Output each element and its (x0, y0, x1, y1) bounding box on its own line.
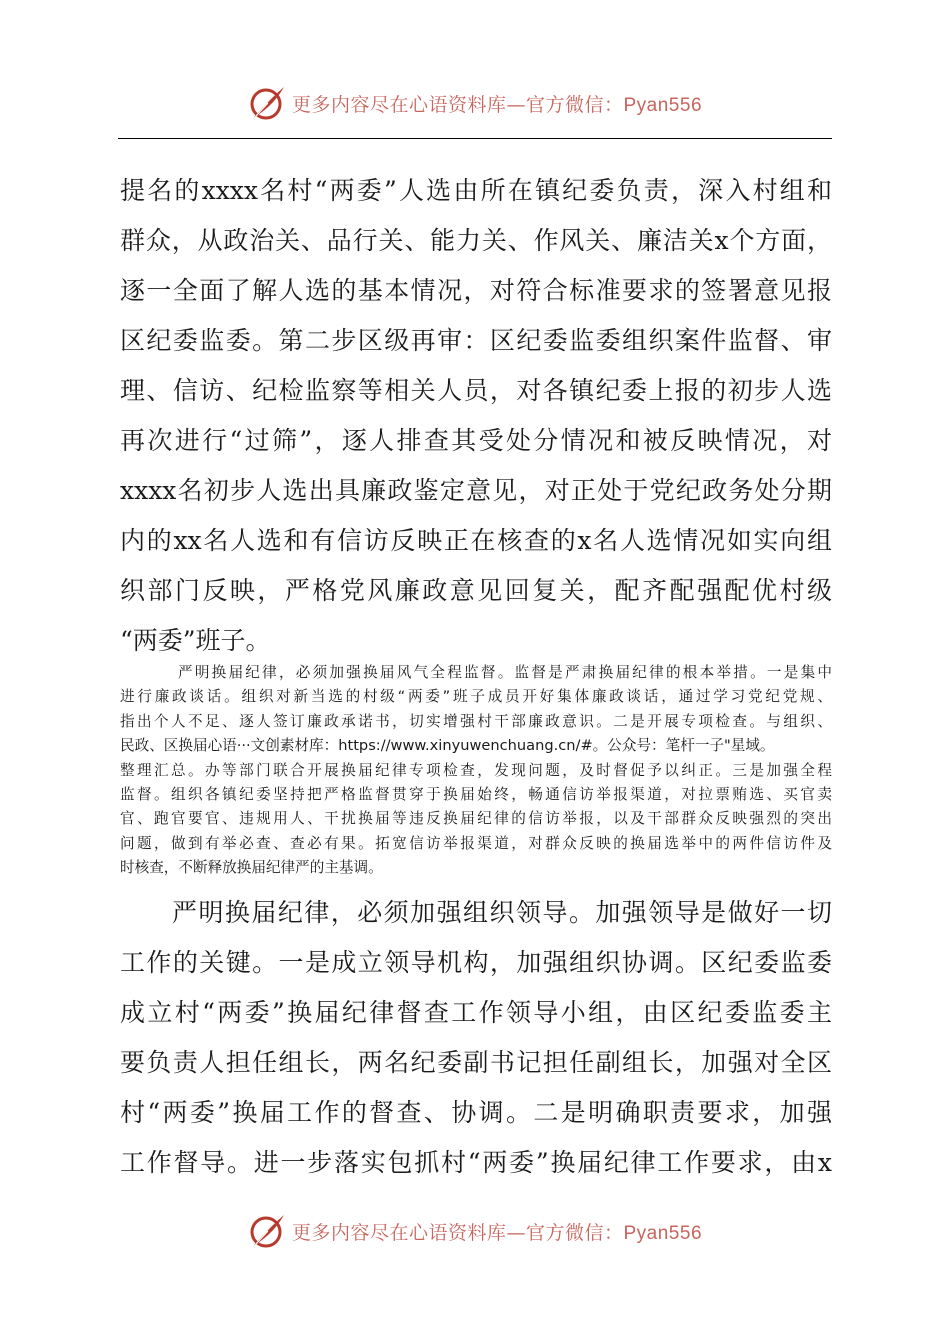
text-line: 时核查，不断释放换届纪律严的主基调。 (120, 859, 383, 877)
paragraph-leadership (120, 888, 832, 1188)
text-line: 村“两委”换届工作的督查、协调。二是明确职责要求，加强 (120, 1098, 832, 1127)
text-line: 工作的关键。一是成立领导机构，加强组织协调。区纪委监委 (120, 948, 832, 977)
text-line: 官、跑官要官、违规用人、干扰换届等违反换届纪律的信访举报，以及干部群众反映强烈的突出 (120, 810, 832, 828)
text-line: 再次进行“过筛”，逐人排查其受处分情况和被反映情况，对 (120, 426, 832, 455)
text-line: 逐一全面了解人选的基本情况，对符合标准要求的签署意见报 (120, 276, 832, 305)
text-line: 工作督导。进一步落实包抓村“两委”换届纪律工作要求，由x (120, 1148, 832, 1177)
header-divider (118, 138, 832, 139)
quill-logo-icon (248, 83, 288, 123)
text-line: 理、信访、纪检监察等相关人员，对各镇纪委上报的初步人选 (120, 376, 832, 405)
header-brand (0, 82, 950, 124)
paragraph-continuation (120, 166, 832, 666)
text-line: 要负责人担任组长，两名纪委副书记担任副组长，加强对全区 (120, 1048, 832, 1077)
text-line: 进行廉政谈话。组织对新当选的村级“两委”班子成员开好集体廉政谈话，通过学习党纪党规、 (120, 688, 832, 706)
text-line: 指出个人不足、逐人签订廉政承诺书，切实增强村干部廉政意识。二是开展专项检查。与组织、 (120, 712, 832, 730)
text-line: 民政、区换届心语···文创素材库：https://www.xinyuwenchuang.cn/#。公众号：笔杆一子"星域。 (120, 737, 775, 755)
text-line: 织部门反映，严格党风廉政意见回复关，配齐配强配优村级 (120, 576, 832, 605)
quill-logo-icon (248, 1211, 288, 1251)
text-line: 监督。组织各镇纪委坚持把严格监督贯穿于换届始终，畅通信访举报渠道，对拉票贿选、买官卖 (120, 786, 832, 804)
text-line: 严明换届纪律，必须加强组织领导。加强领导是做好一切 (172, 898, 832, 927)
brand-text: 更多内容尽在心语资料库—官方微信：Pyan556 (291, 1221, 703, 1244)
text-line: 提名的xxxx名村“两委”人选由所在镇纪委负责，深入村组和 (120, 176, 832, 205)
text-line: 内的xx名人选和有信访反映正在核查的x名人选情况如实向组 (120, 526, 832, 555)
text-line: 整理汇总。办等部门联合开展换届纪律专项检查，发现问题，及时督促予以纠正。三是加强全程 (120, 761, 832, 779)
text-line: 问题，做到有举必查、查必有果。拓宽信访举报渠道，对群众反映的换届选举中的两件信访件及 (120, 834, 832, 852)
brand-text: 更多内容尽在心语资料库—官方微信：Pyan556 (291, 93, 703, 116)
text-line: 严明换届纪律，必须加强换届风气全程监督。监督是严肃换届纪律的根本举措。一是集中 (178, 664, 832, 681)
text-line: “两委”班子。 (120, 626, 271, 655)
text-line: 区纪委监委。第二步区级再审：区纪委监委组织案件监督、审 (120, 326, 832, 355)
text-line: xxxx名初步人选出具廉政鉴定意见，对正处于党纪政务处分期 (120, 476, 832, 505)
text-line: 成立村“两委”换届纪律督查工作领导小组，由区纪委监委主 (120, 998, 832, 1027)
footer-brand (0, 1210, 950, 1252)
text-line: 群众，从政治关、品行关、能力关、作风关、廉洁关x个方面， (120, 226, 832, 255)
paragraph-supervision (120, 661, 832, 881)
